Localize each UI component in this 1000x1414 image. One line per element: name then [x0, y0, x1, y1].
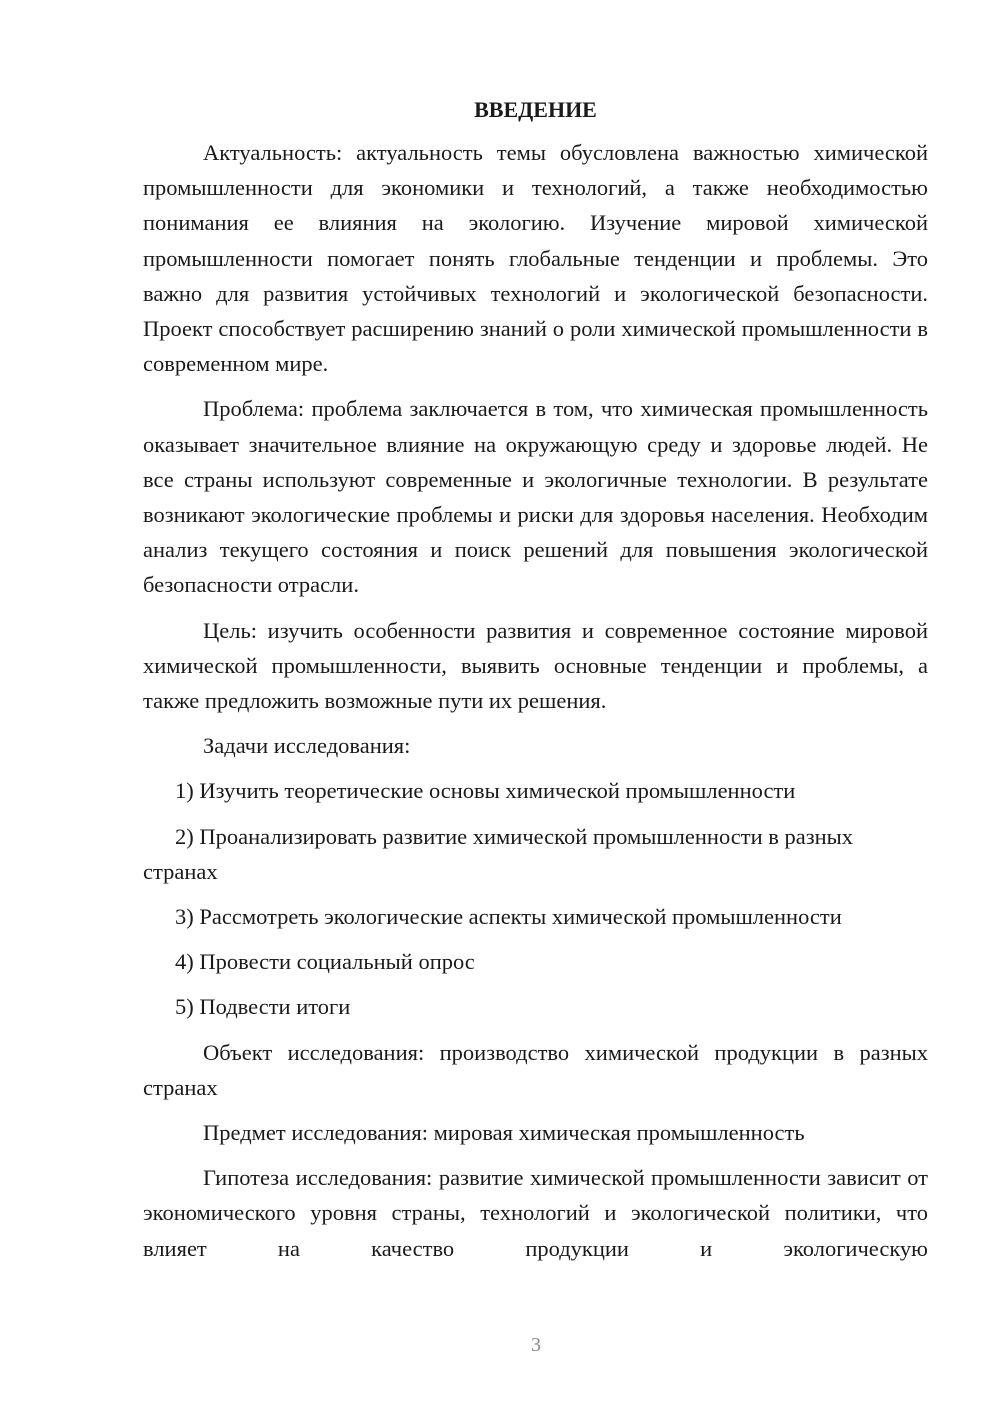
- page-number: 3: [531, 1334, 541, 1356]
- task-item-3: 3) Рассмотреть экологические аспекты химической промышленности: [175, 904, 842, 930]
- hypothesis-paragraph: Гипотеза исследования: развитие химической промышленности зависит от экономического уровня страны, технологий и экологической политики, что влияет на качество продукции и экологическую: [143, 1165, 928, 1261]
- task-item-4: 4) Провести социальный опрос: [175, 949, 475, 975]
- task-item-5: 5) Подвести итоги: [175, 994, 351, 1020]
- goal-paragraph: Цель: изучить особенности развития и современное состояние мировой химической промышленности, выявить основные тенденции и проблемы, а также предложить возможные пути их решения.: [143, 617, 928, 714]
- subject-paragraph: Предмет исследования: мировая химическая промышленность: [203, 1120, 805, 1146]
- task-item-1: 1) Изучить теоретические основы химической промышленности: [175, 778, 796, 804]
- object-paragraph: Объект исследования: производство химической продукции в разных странах: [143, 1039, 928, 1100]
- tasks-heading: Задачи исследования:: [203, 733, 411, 759]
- problem-paragraph: Проблема: проблема заключается в том, что химическая промышленность оказывает значительное влияние на окружающую среду и здоровье людей. Не все страны используют современные и экологичные технологии. В результате возникают экологические проблемы и риски для здоровья населения. Необходим анализ текущего состояния и поиск решений для повышения экологической безопасности отрасли.: [143, 396, 928, 598]
- document-page: [143, 96, 928, 1276]
- relevance-paragraph: Актуальность: актуальность темы обусловлена важностью химической промышленности для экономики и технологий, а также необходимостью понимания ее влияния на экологию. Изучение мировой химической промышленности помогает понять глобальные тенденции и проблемы. Это важно для развития устойчивых технологий и экологической безопасности. Проект способствует расширению знаний о роли химической промышленности в современном мире.: [143, 140, 928, 377]
- page-title: ВВЕДЕНИЕ: [474, 97, 597, 122]
- task-item-2: 2) Проанализировать развитие химической промышленности в разных странах: [143, 823, 854, 884]
